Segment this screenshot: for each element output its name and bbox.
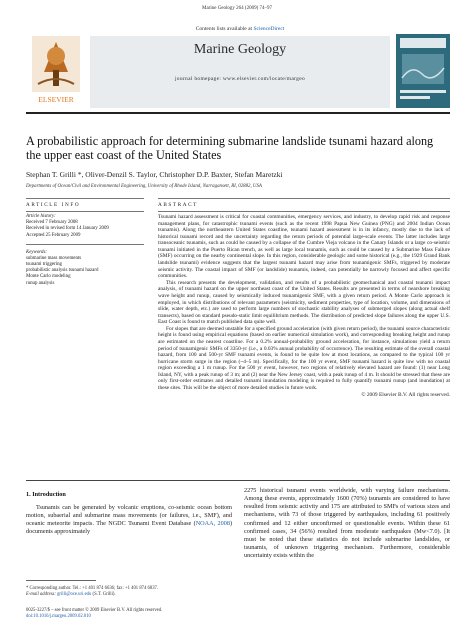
abstract-copyright: © 2009 Elsevier B.V. All rights reserved. xyxy=(361,391,450,398)
history-item: Accepted 25 February 2009 xyxy=(26,232,81,238)
paper-title: A probabilistic approach for determining submarine landslide tsunami hazard along the upper east coast of the United States xyxy=(26,134,434,162)
running-head: Marine Geology 264 (2009) 74–97 xyxy=(202,6,272,11)
journal-cover-thumbnail xyxy=(396,34,450,108)
keyword-item: Monte Carlo modeling xyxy=(26,274,71,280)
history-item: Received in revised form 14 January 2009 xyxy=(26,226,109,232)
author-list: Stephan T. Grilli *, Oliver-Denzil S. Taylor, Christopher D.P. Baxter, Stefan Maretzki xyxy=(26,170,283,179)
abstract-paragraph: For slopes that are deemed unstable for a specified ground acceleration (with given return period), the tsunami source characteristic height is found using empirical equations (based on earlier numerical simulation work), and corresponding breaking height and runup are estimated on the nearest coastline. For a 0.2% annual-probability ground acceleration, for instance, simulations yield a return period of tsunamigenic SMFs of 3350-yr (i.e., a 0.03% annual probability of occurrence). The resulting estimate of the overall coastal hazard, from 100 and 500-yr SMF tsunami events, is found to be quite low at most locations, as compared to the typical 100 yr hurricane storm surge in the region (~4–5 m). Specifically, for the 100 yr event, SMF tsunami hazard is quite low with no coastal region exceeding a 1 m runup. For the 500 yr event, however, two regions of relatively elevated hazard are found: (1) near Long Island, NY, with a peak runup of 3 m; and (2) near the New Jersey coast, with a peak runup of 4 m. It should be stressed that these are only first-order estimates and detailed tsunami inundation modeling is required to fully quantify tsunami runup (and inundation) at these sites. This will be the object of more detailed studies in future work. xyxy=(158,325,450,392)
article-info-rule xyxy=(26,198,144,199)
body-rule xyxy=(26,480,450,481)
noaa-citation-link[interactable]: NOAA, 2008 xyxy=(195,520,230,528)
issn-line: 0025-3227/$ – see front matter © 2009 Elsevier B.V. All rights reserved. xyxy=(26,608,163,613)
elsevier-wordmark: ELSEVIER xyxy=(38,95,74,104)
journal-title: Marine Geology xyxy=(193,42,287,57)
journal-header xyxy=(26,22,450,108)
affiliation: Departments of Ocean/Civil and Environmental Engineering, University of Rhode Island, Narragansett, RI, 02882, USA xyxy=(26,184,262,189)
page-footer xyxy=(26,608,232,620)
article-info-heading: ARTICLE INFO xyxy=(26,201,81,208)
doi-link[interactable]: doi:10.1016/j.margeo.2009.02.010 xyxy=(26,614,91,619)
abstract-paragraph: This research presents the development, validation, and results of a probabilistic geomechanical and coastal tsunami impact analysis, of tsunami hazard on the upper northeast coast of the United States. Results are presented in terms of nearshore breaking wave height and runup, caused by seismically induced tsunamigenic SMF, with a given return period. A Monte Carlo approach is employed, in which distributions of relevant parameters (seismicity, sediment properties, type of location, volume, and dimensions of slide, water depth, etc.) are used to perform large numbers of stochastic stability analyses of submerged slopes (along actual shelf transects), based on standard pseudo-static limit equilibrium methods. The distribution of predicted slope failures along the upper U.S. East Coast is found to match published data quite well. xyxy=(158,279,450,326)
journal-homepage[interactable]: journal homepage: www.elsevier.com/locate/margeo xyxy=(174,76,305,82)
sciencedirect-link[interactable]: ScienceDirect xyxy=(253,26,285,32)
corresponding-author-note: * Corresponding author. Tel.: +1 401 874 6636; fax: +1 401 874 6837. xyxy=(26,586,159,591)
header-rule xyxy=(26,112,450,114)
article-info xyxy=(26,214,144,287)
keyword-item: tsunami triggering xyxy=(26,261,62,267)
footnote xyxy=(26,586,232,598)
elsevier-logo xyxy=(26,34,86,108)
abstract-rule xyxy=(158,198,450,199)
journal-masthead xyxy=(90,22,390,108)
contents-prefix: Contents lists available at xyxy=(195,26,253,32)
article-info-header xyxy=(26,198,144,211)
introduction-right-column: 2275 historical tsunami events worldwide, with varying failure mechanisms. Among these events, approximately 1600 (70%) tsunamis are considered to have resulted from seismic activity and 175 are attributed to SMFs of various sizes and mechanisms, with 73 of those triggered by earthquakes, including 61 positively confirmed and 12 either unconfirmed or questionable events. Within these 61 confirmed cases, 34 (56%) resulted from moderate earthquakes (Mw<7.0). [It must be noted that these statistics do not include submarine landslides, or tsunamis, of unknown triggering mechanism. Furthermore, considerable uncertainty exists within the xyxy=(244,487,450,560)
abstract-paragraph: Tsunami hazard assessment is critical for coastal communities, emergency services, and industry, to develop rapid risk and response management plans, for catastrophic tsunami events (such as the recent 1998 Papua New Guinea (PNG) and 2004 Indian Ocean tsunamis). Along the northeastern United States coastline, tsunami hazard assessment is in its infancy, mostly due to the lack of historical tsunami record and the uncertainty regarding the return periods of potential large-scale events. The latter includes large transoceanic tsunamis, such as could be caused by a collapse of the Cumbre Vieja volcano in the Canary Islands or a large co-seismic tsunami initiated in the Puerto Rican trench, as well as large local tsunamis, such as could be caused by a Submarine Mass Failure (SMF) occurring on the nearby continental slope. In this region, considerable geologic and some historical (e.g., the 1929 Grand Bank landslide tsunami) evidence suggests that the largest tsunami hazard may arise from tsunamigenic SMFs, triggered by moderate seismic activity. The coastal impact of SMF (or landslide) tsunamis, indeed, can potentially be narrowly focused and affect specific communities. xyxy=(158,214,450,280)
keyword-item: submarine mass movements xyxy=(26,255,82,261)
history-item: Received 7 February 2008 xyxy=(26,220,78,226)
keyword-item: probabilistic analysis tsunami hazard xyxy=(26,268,99,274)
abstract-body xyxy=(158,214,450,398)
abstract-rule-lower xyxy=(158,211,450,212)
keywords-rule xyxy=(26,244,144,245)
section-heading-introduction: 1. Introduction xyxy=(26,491,66,498)
introduction-left-column xyxy=(26,504,232,537)
email-link[interactable]: grilli@oce.uri.edu xyxy=(57,592,92,598)
keywords-label: Keywords: xyxy=(26,249,48,255)
footnote-rule xyxy=(26,580,96,581)
history-label: Article history: xyxy=(26,214,56,219)
abstract-heading: ABSTRACT xyxy=(158,201,198,208)
intro-text: Tsunamis can be generated by volcanic eruptions, co-seismic ocean bottom motion, subaerial and submarine mass movements (or failures, i.e., SMF), and oceanic meteorite impacts. The NGDC Tsunami Event Database ( xyxy=(26,504,232,528)
article-info-rule-lower xyxy=(26,211,144,212)
intro-text: ) documents approximately xyxy=(26,520,232,536)
email-label: E-mail address: xyxy=(26,592,56,598)
abstract-header xyxy=(158,198,450,211)
contents-line xyxy=(90,22,390,36)
email-line xyxy=(26,592,232,598)
email-suffix: (S.T. Grilli). xyxy=(92,592,116,598)
keyword-item: runup analysis xyxy=(26,280,55,286)
